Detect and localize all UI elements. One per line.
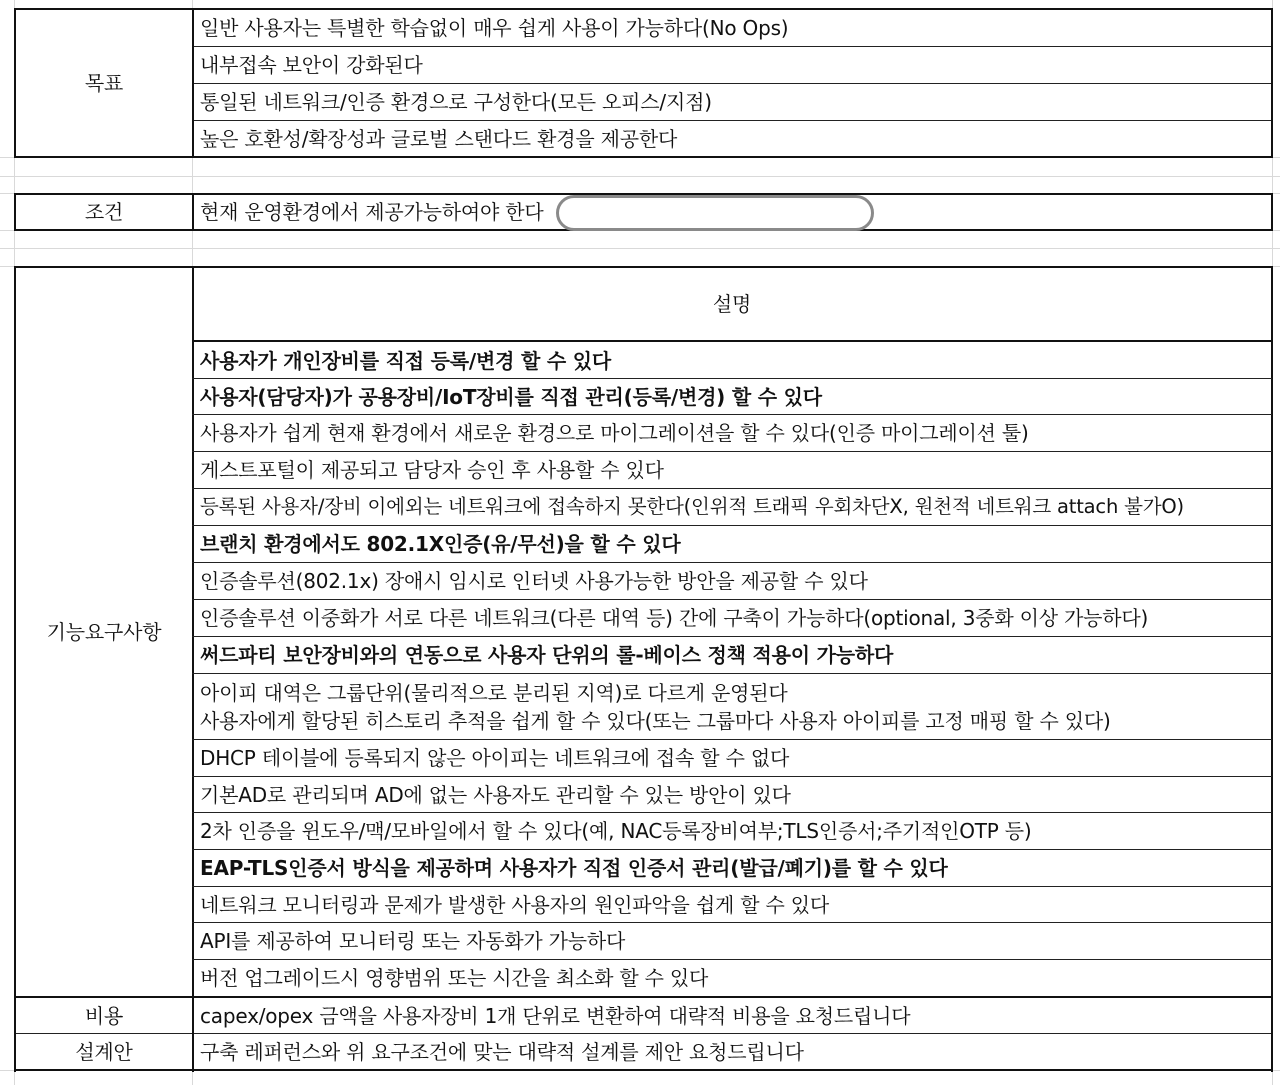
functional-label: 기능요구사항 xyxy=(46,620,162,644)
grid-line xyxy=(0,248,1280,249)
goal-item: 높은 호환성/확장성과 글로벌 스탠다드 환경을 제공한다 xyxy=(200,126,678,151)
requirement-item: 사용자가 개인장비를 직접 등록/변경 할 수 있다 xyxy=(200,348,611,373)
condition-text: 현재 운영환경에서 제공가능하여야 한다 xyxy=(200,200,544,224)
requirement-item: 네트워크 모니터링과 문제가 발생한 사용자의 원인파악을 쉽게 할 수 있다 xyxy=(200,892,830,917)
requirement-line: 아이피 대역은 그룹단위(물리적으로 분리된 지역)로 다르게 운영된다 xyxy=(200,680,788,705)
requirement-item: 인증솔루션 이중화가 서로 다른 네트워크(다른 대역 등) 간에 구축이 가능하다(optional, 3중화 이상 가능하다) xyxy=(200,606,1149,630)
requirement-item: 사용자가 쉽게 현재 환경에서 새로운 환경으로 마이그레이션을 할 수 있다(인증 마이그레이션 툴) xyxy=(200,421,1029,445)
goal-label: 목표 xyxy=(84,71,124,95)
requirement-item: DHCP 테이블에 등록되지 않은 아이피는 네트워크에 접속 할 수 없다 xyxy=(200,746,790,770)
requirement-item: EAP-TLS인증서 방식을 제공하며 사용자가 직접 인증서 관리(발급/폐기)를 할 수 있다 xyxy=(200,856,948,880)
design-label: 설계안 xyxy=(75,1039,133,1064)
highlight-annotation xyxy=(556,195,874,231)
description-header: 설명 xyxy=(712,292,752,316)
requirement-item: 브랜치 환경에서도 802.1X인증(유/무선)을 할 수 있다 xyxy=(200,532,681,556)
goal-item: 일반 사용자는 특별한 학습없이 매우 쉽게 사용이 가능하다(No Ops) xyxy=(200,16,789,40)
grid-line xyxy=(0,176,1280,177)
requirement-line: 사용자에게 할당된 히스토리 추적을 쉽게 할 수 있다(또는 그룹마다 사용자 아이피를 고정 매핑 할 수 있다) xyxy=(200,708,1111,733)
goal-item: 통일된 네트워크/인증 환경으로 구성한다(모든 오피스/지점) xyxy=(200,90,712,114)
requirement-item: 게스트포털이 제공되고 담당자 승인 후 사용할 수 있다 xyxy=(200,458,664,482)
goal-item: 내부접속 보안이 강화된다 xyxy=(200,53,423,77)
design-text: 구축 레퍼런스와 위 요구조건에 맞는 대략적 설계를 제안 요청드립니다 xyxy=(200,1039,804,1064)
requirement-item: 버전 업그레이드시 영향범위 또는 시간을 최소화 할 수 있다 xyxy=(200,966,709,990)
requirement-item: 2차 인증을 윈도우/맥/모바일에서 할 수 있다(예, NAC등록장비여부;TLS인증서;주기적인OTP 등) xyxy=(200,819,1032,843)
requirement-item: 인증솔루션(802.1x) 장애시 임시로 인터넷 사용가능한 방안을 제공할 수 있다 xyxy=(200,569,868,593)
requirement-item: 기본AD로 관리되며 AD에 없는 사용자도 관리할 수 있는 방안이 있다 xyxy=(200,782,791,807)
condition-label: 조건 xyxy=(84,200,124,224)
cost-label: 비용 xyxy=(84,1003,124,1028)
requirement-item: 써드파티 보안장비와의 연동으로 사용자 단위의 롤-베이스 정책 적용이 가능하다 xyxy=(200,643,894,667)
requirement-item: API를 제공하여 모니터링 또는 자동화가 가능하다 xyxy=(200,929,626,953)
requirement-item: 등록된 사용자/장비 이에외는 네트워크에 접속하지 못한다(인위적 트래픽 우회차단X, 원천적 네트워크 attach 불가O) xyxy=(200,495,1184,518)
cost-text: capex/opex 금액을 사용자장비 1개 단위로 변환하여 대략적 비용을 요청드립니다 xyxy=(200,1003,911,1028)
requirement-item: 사용자(담당자)가 공용장비/IoT장비를 직접 관리(등록/변경) 할 수 있다 xyxy=(200,384,822,409)
requirement-item-multiline xyxy=(194,674,1270,739)
